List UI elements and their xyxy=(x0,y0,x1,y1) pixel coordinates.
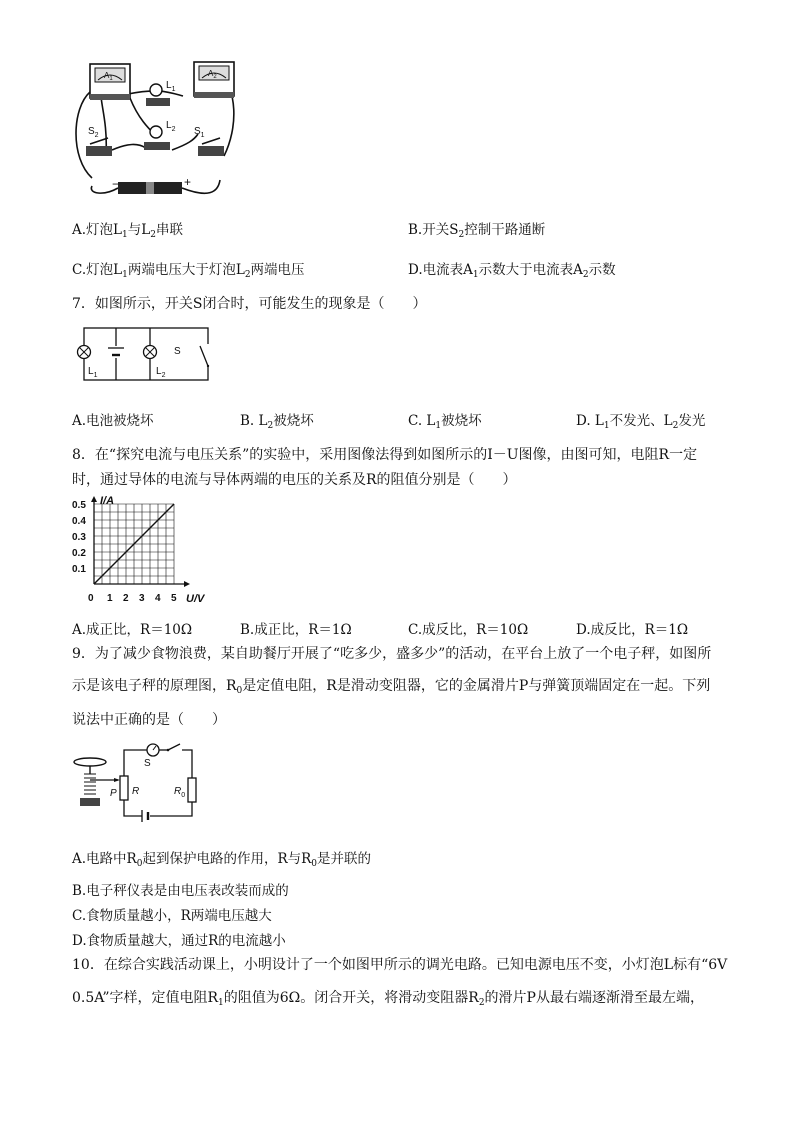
svg-text:P: P xyxy=(110,788,117,799)
chart-x-arrow xyxy=(184,581,190,587)
bulb-l2-icon xyxy=(144,346,157,359)
q9-option-a[interactable]: A.电路中$R_0$起到保护电路的作用，R与$R_0$是并联的 xyxy=(72,851,372,869)
q6-option-d[interactable]: D.电流表$A_1$示数大于电流表$A_2$示数 xyxy=(408,262,616,280)
battery-icon xyxy=(142,810,148,822)
switch-s2-icon xyxy=(86,138,112,156)
svg-text:S: S xyxy=(144,758,151,769)
svg-text:+: + xyxy=(184,175,192,189)
q8-option-a[interactable]: A.成正比，R＝10Ω xyxy=(72,622,193,638)
q9-scale-circuit-figure xyxy=(70,738,200,824)
q9-option-c[interactable]: C.食物质量越小，R两端电压越大 xyxy=(72,908,272,924)
svg-text:S2: $S_2$ xyxy=(88,126,99,139)
chart-origin-label: 0 xyxy=(88,593,94,604)
svg-text:A1: $A_1$ xyxy=(104,71,113,82)
battery-icon xyxy=(118,182,182,194)
switch-s1-icon xyxy=(198,138,224,156)
q7-option-b[interactable]: B. $L_2$被烧坏 xyxy=(240,413,314,431)
q8-option-b[interactable]: B.成正比，R＝1Ω xyxy=(240,622,352,638)
chart-x-tick-label: 1 xyxy=(107,593,113,604)
q6-option-a[interactable]: A.灯泡$L_1$与$L_2$串联 xyxy=(72,222,183,240)
svg-text:L2: $L_2$ xyxy=(166,120,176,133)
ammeter-a1-icon xyxy=(90,64,130,100)
q9-stem-line2: 示是该电子秤的原理图，$R_0$是定值电阻，R是滑动变阻器，它的金属滑片P与弹簧顶端固定在一起。下列 xyxy=(72,678,711,696)
chart-y-tick-label: 0.1 xyxy=(72,564,86,575)
chart-y-tick-label: 0.4 xyxy=(72,516,86,527)
scale-platform-icon xyxy=(74,758,106,806)
switch-s-icon xyxy=(167,744,180,751)
q9-option-b[interactable]: B.电子秤仪表是由电压表改装而成的 xyxy=(72,883,289,899)
q10-stem-line2: 0.5A”字样，定值电阻$R_1$的阻值为6Ω。闭合开关，将滑动变阻器$R_2$的滑片P从最右端逐渐滑至最左端， xyxy=(72,990,704,1008)
resistor-r0-icon xyxy=(188,778,196,802)
q10-stem-line1: 10．在综合实践活动课上，小明设计了一个如图甲所示的调光电路。已知电源电压不变，小灯泡L标有“6V xyxy=(72,957,728,973)
chart-x-tick-label: 2 xyxy=(123,593,129,604)
svg-text:L2: $L_2$ xyxy=(156,366,166,379)
q6-option-c[interactable]: C.灯泡$L_1$两端电压大于灯泡$L_2$两端电压 xyxy=(72,262,305,280)
chart-x-label: U/V xyxy=(186,593,205,605)
q9-stem-line1: 9．为了减少食物浪费，某自助餐厅开展了“吃多少，盛多少”的活动，在平台上放了一个电子秤，如图所 xyxy=(72,646,712,662)
chart-y-tick-label: 0.2 xyxy=(72,548,86,559)
svg-text:R0: $R_0$ xyxy=(174,786,186,799)
chart-y-tick-label: 0.5 xyxy=(72,500,86,511)
q7-option-a[interactable]: A.电池被烧坏 xyxy=(72,413,154,429)
q6-circuit-figure xyxy=(68,58,248,200)
q9-stem-line3: 说法中正确的是（ ） xyxy=(72,712,226,728)
chart-y-tick-label: 0.3 xyxy=(72,532,86,543)
chart-y-arrow xyxy=(91,496,97,502)
chart-x-tick-label: 3 xyxy=(139,593,145,604)
q8-stem-line2: 时，通过导体的电流与导体两端的电压的关系及R的阻值分别是（ ） xyxy=(72,472,517,488)
chart-x-tick-label: 4 xyxy=(155,593,161,604)
q9-option-d[interactable]: D.食物质量越大，通过R的电流越小 xyxy=(72,933,286,949)
chart-x-tick-label: 5 xyxy=(171,593,177,604)
battery-icon xyxy=(108,346,124,358)
q7-circuit-figure xyxy=(72,324,222,386)
q8-option-c[interactable]: C.成反比，R＝10Ω xyxy=(408,622,529,638)
meter-icon xyxy=(147,744,159,756)
q7-option-d[interactable]: D. $L_1$不发光、$L_2$发光 xyxy=(576,413,706,431)
svg-text:A2: $A_2$ xyxy=(208,69,217,80)
q8-stem-line1: 8．在“探究电流与电压关系”的实验中，采用图像法得到如图所示的I－U图像，由图可知，电阻R一定 xyxy=(72,447,698,463)
q8-iu-chart xyxy=(70,494,210,608)
svg-text:R: R xyxy=(132,786,140,797)
bulb-l1-icon xyxy=(78,346,91,359)
svg-text:L1: $L_1$ xyxy=(88,366,98,379)
svg-text:S1: $S_1$ xyxy=(194,126,205,139)
q7-stem: 7．如图所示，开关S闭合时，可能发生的现象是（ ） xyxy=(72,296,427,312)
svg-text:L1: $L_1$ xyxy=(166,80,176,93)
q7-option-c[interactable]: C. $L_1$被烧坏 xyxy=(408,413,482,431)
svg-text:−: − xyxy=(112,177,120,191)
chart-y-label: I/A xyxy=(100,495,115,507)
ammeter-a2-icon xyxy=(194,62,234,98)
q6-option-b[interactable]: B.开关$S_2$控制干路通断 xyxy=(408,222,546,240)
q8-option-d[interactable]: D.成反比，R＝1Ω xyxy=(576,622,689,638)
svg-text:S: S xyxy=(174,346,181,357)
switch-s-icon xyxy=(200,344,214,367)
